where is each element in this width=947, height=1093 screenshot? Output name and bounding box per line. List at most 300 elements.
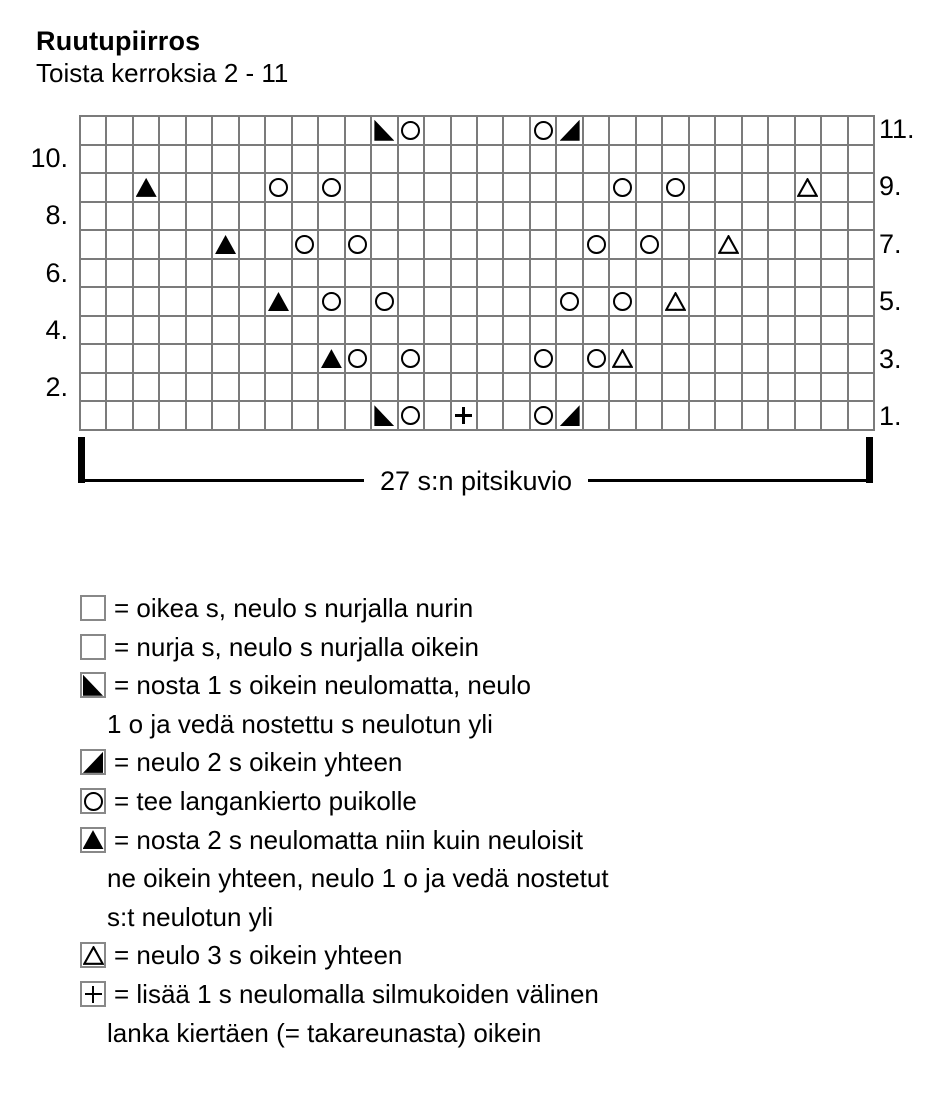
chart-cell	[187, 317, 211, 344]
chart-cell	[372, 317, 396, 344]
chart-cell	[610, 231, 634, 258]
chart-cell	[213, 117, 237, 144]
chart-cell	[107, 288, 131, 315]
chart-cell	[240, 317, 264, 344]
chart-cell	[822, 203, 846, 230]
legend-symbol-box-knit-3-together	[80, 942, 106, 968]
chart-cell	[822, 231, 846, 258]
row-number-9: 9.	[879, 171, 902, 201]
chart-cell	[346, 231, 370, 258]
chart-cell	[769, 288, 793, 315]
chart-cell	[346, 345, 370, 372]
chart-cell	[187, 231, 211, 258]
chart-cell	[399, 174, 423, 201]
chart-cell	[637, 374, 661, 401]
chart-cell	[663, 374, 687, 401]
yarn-over-icon	[375, 292, 394, 311]
chart-cell	[160, 146, 184, 173]
chart-cell	[716, 203, 740, 230]
chart-cell	[584, 146, 608, 173]
make-1-increase-icon	[455, 407, 472, 424]
legend-symbol-box-slip-knit-psso	[80, 672, 106, 698]
chart-cell	[478, 288, 502, 315]
chart-cell	[399, 374, 423, 401]
chart-cell	[134, 374, 158, 401]
chart-cell	[716, 174, 740, 201]
chart-cell	[796, 231, 820, 258]
chart-cell	[81, 146, 105, 173]
yarn-over-icon	[401, 121, 420, 140]
chart-cell	[557, 117, 581, 144]
knit-3-together-icon	[83, 946, 104, 965]
chart-cell	[822, 345, 846, 372]
chart-cell	[187, 288, 211, 315]
chart-cell	[266, 260, 290, 287]
chart-cell	[452, 146, 476, 173]
chart-cell	[796, 203, 820, 230]
chart-cell	[134, 260, 158, 287]
chart-cell	[187, 146, 211, 173]
chart-cell	[266, 203, 290, 230]
bracket-label	[79, 466, 873, 497]
chart-cell	[822, 402, 846, 429]
chart-cell	[690, 117, 714, 144]
chart-cell	[266, 117, 290, 144]
chart-cell	[743, 345, 767, 372]
chart-cell	[716, 260, 740, 287]
chart-cell	[425, 402, 449, 429]
chart-cell	[452, 345, 476, 372]
chart-cell	[822, 288, 846, 315]
chart-cell	[663, 345, 687, 372]
chart-cell	[425, 260, 449, 287]
chart-cell	[240, 146, 264, 173]
legend-symbol-box-make-1-increase	[80, 981, 106, 1007]
chart-cell	[663, 260, 687, 287]
chart-cell	[319, 174, 343, 201]
yarn-over-icon	[269, 178, 288, 197]
chart-cell	[452, 317, 476, 344]
chart-cell	[796, 345, 820, 372]
chart-cell	[319, 117, 343, 144]
chart-cell	[584, 174, 608, 201]
chart-cell	[399, 146, 423, 173]
chart-cell	[610, 117, 634, 144]
chart-cell	[743, 231, 767, 258]
chart-cell	[478, 174, 502, 201]
slip-knit-psso-icon	[374, 405, 394, 426]
yarn-over-icon	[587, 349, 606, 368]
yarn-over-icon	[587, 235, 606, 254]
chart-cell	[663, 203, 687, 230]
chart-cell	[822, 317, 846, 344]
chart-cell	[425, 174, 449, 201]
chart-cell	[81, 117, 105, 144]
chart-cell	[504, 345, 528, 372]
knit-2-together-icon	[83, 752, 103, 773]
chart-cell	[743, 146, 767, 173]
chart-cell	[663, 317, 687, 344]
chart-cell	[557, 146, 581, 173]
chart-cell	[743, 317, 767, 344]
knit-3-together-icon	[612, 349, 633, 368]
chart-cell	[743, 174, 767, 201]
chart-cell	[266, 231, 290, 258]
chart-cell	[531, 146, 555, 173]
row-number-7: 7.	[879, 229, 902, 259]
chart-cell	[452, 288, 476, 315]
chart-cell	[849, 174, 873, 201]
chart-cell	[504, 117, 528, 144]
chart-cell	[160, 203, 184, 230]
row-number-1: 1.	[879, 401, 902, 431]
chart-cell	[690, 288, 714, 315]
chart-cell	[399, 203, 423, 230]
knit-2-together-icon	[560, 120, 580, 141]
chart-cell	[584, 345, 608, 372]
chart-cell	[663, 146, 687, 173]
chart-cell	[107, 260, 131, 287]
chart-cell	[504, 288, 528, 315]
chart-cell	[293, 117, 317, 144]
chart-cell	[425, 317, 449, 344]
chart-cell	[319, 146, 343, 173]
chart-cell	[134, 402, 158, 429]
chart-cell	[557, 203, 581, 230]
chart-cell	[346, 203, 370, 230]
chart-cell	[637, 146, 661, 173]
legend-text-line: = tee langankierto puikolle	[114, 786, 417, 816]
yarn-over-icon	[348, 349, 367, 368]
chart-cell	[372, 117, 396, 144]
chart-cell	[293, 146, 317, 173]
chart-cell	[81, 374, 105, 401]
chart-cell	[663, 231, 687, 258]
yarn-over-icon	[322, 292, 341, 311]
yarn-over-icon	[401, 406, 420, 425]
chart-cell	[796, 117, 820, 144]
chart-cell	[690, 174, 714, 201]
chart-cell	[160, 288, 184, 315]
central-double-decrease-icon	[136, 178, 157, 197]
chart-cell	[637, 345, 661, 372]
chart-cell	[478, 345, 502, 372]
chart-cell	[107, 146, 131, 173]
chart-cell	[478, 374, 502, 401]
central-double-decrease-icon	[215, 235, 236, 254]
chart-cell	[637, 231, 661, 258]
chart-cell	[690, 317, 714, 344]
yarn-over-icon	[560, 292, 579, 311]
chart-cell	[584, 402, 608, 429]
chart-cell	[557, 260, 581, 287]
chart-cell	[372, 288, 396, 315]
chart-cell	[346, 402, 370, 429]
chart-cell	[266, 402, 290, 429]
chart-cell	[213, 231, 237, 258]
yarn-over-icon	[534, 349, 553, 368]
chart-cell	[372, 174, 396, 201]
chart-cell	[134, 174, 158, 201]
chart-cell	[425, 345, 449, 372]
chart-cell	[399, 231, 423, 258]
chart-cell	[240, 174, 264, 201]
chart-cell	[769, 174, 793, 201]
knit-3-together-icon	[665, 292, 686, 311]
row-number-6: 6.	[45, 258, 68, 288]
chart-cell	[796, 374, 820, 401]
chart-cell	[769, 203, 793, 230]
chart-cell	[240, 374, 264, 401]
chart-cell	[822, 260, 846, 287]
chart-cell	[716, 231, 740, 258]
chart-cell	[452, 203, 476, 230]
chart-cell	[160, 374, 184, 401]
chart-cell	[478, 117, 502, 144]
chart-cell	[504, 317, 528, 344]
chart-cell	[266, 174, 290, 201]
chart-cell	[293, 402, 317, 429]
chart-cell	[796, 174, 820, 201]
chart-cell	[213, 345, 237, 372]
slip-knit-psso-icon	[374, 120, 394, 141]
chart-cell	[346, 174, 370, 201]
chart-cell	[213, 203, 237, 230]
chart-cell	[187, 174, 211, 201]
chart-cell	[531, 117, 555, 144]
legend-text-line: = neulo 3 s oikein yhteen	[114, 940, 403, 971]
chart-cell	[716, 402, 740, 429]
make-1-increase-icon	[85, 986, 102, 1003]
chart-cell	[134, 146, 158, 173]
chart-cell	[478, 260, 502, 287]
yarn-over-icon	[534, 121, 553, 140]
chart-cell	[425, 231, 449, 258]
chart-cell	[81, 203, 105, 230]
chart-cell	[399, 345, 423, 372]
yarn-over-icon	[348, 235, 367, 254]
chart-cell	[399, 402, 423, 429]
chart-cell	[187, 374, 211, 401]
chart-cell	[293, 317, 317, 344]
chart-cell	[478, 317, 502, 344]
chart-cell	[531, 317, 555, 344]
chart-cell	[531, 260, 555, 287]
chart-cell	[134, 231, 158, 258]
chart-cell	[213, 288, 237, 315]
chart-cell	[425, 374, 449, 401]
chart-cell	[107, 402, 131, 429]
chart-cell	[107, 117, 131, 144]
chart-cell	[610, 260, 634, 287]
chart-cell	[293, 374, 317, 401]
chart-cell	[796, 146, 820, 173]
chart-cell	[293, 288, 317, 315]
chart-cell	[372, 260, 396, 287]
chart-cell	[504, 260, 528, 287]
chart-cell	[478, 402, 502, 429]
chart-cell	[690, 146, 714, 173]
chart-cell	[213, 374, 237, 401]
chart-cell	[743, 260, 767, 287]
chart-cell	[557, 174, 581, 201]
chart-cell	[134, 345, 158, 372]
chart-cell	[849, 203, 873, 230]
central-double-decrease-icon	[268, 292, 289, 311]
chart-cell	[849, 345, 873, 372]
page-title: Ruutupiirros	[36, 26, 201, 56]
yarn-over-icon	[84, 792, 103, 811]
knit-2-together-icon	[560, 405, 580, 426]
chart-cell	[504, 231, 528, 258]
chart-cell	[584, 231, 608, 258]
chart-cell	[266, 317, 290, 344]
chart-cell	[504, 174, 528, 201]
chart-cell	[504, 203, 528, 230]
chart-cell	[557, 231, 581, 258]
chart-cell	[796, 317, 820, 344]
chart-cell	[346, 288, 370, 315]
chart-cell	[716, 317, 740, 344]
chart-cell	[107, 374, 131, 401]
chart-cell	[452, 117, 476, 144]
chart-cell	[160, 174, 184, 201]
chart-cell	[849, 231, 873, 258]
chart-cell	[452, 260, 476, 287]
chart-cell	[187, 203, 211, 230]
chart-cell	[187, 345, 211, 372]
chart-cell	[425, 117, 449, 144]
chart-cell	[584, 374, 608, 401]
chart-cell	[849, 374, 873, 401]
chart-cell	[213, 260, 237, 287]
chart-cell	[690, 374, 714, 401]
chart-cell	[743, 117, 767, 144]
chart-cell	[637, 174, 661, 201]
chart-cell	[796, 288, 820, 315]
chart-cell	[663, 288, 687, 315]
chart-cell	[372, 402, 396, 429]
chart-cell	[637, 203, 661, 230]
chart-cell	[796, 402, 820, 429]
yarn-over-icon	[613, 292, 632, 311]
legend-text-line: = lisää 1 s neulomalla silmukoiden välinen	[114, 979, 599, 1009]
chart-cell	[107, 345, 131, 372]
chart-cell	[160, 317, 184, 344]
chart-cell	[849, 146, 873, 173]
chart-cell	[690, 402, 714, 429]
chart-cell	[319, 402, 343, 429]
yarn-over-icon	[666, 178, 685, 197]
chart-cell	[637, 317, 661, 344]
chart-cell	[346, 317, 370, 344]
chart-cell	[637, 260, 661, 287]
chart-cell	[584, 288, 608, 315]
chart-cell	[266, 288, 290, 315]
chart-cell	[346, 117, 370, 144]
chart-cell	[240, 402, 264, 429]
chart-cell	[399, 117, 423, 144]
legend-text-line: = oikea s, neulo s nurjalla nurin	[114, 593, 474, 623]
page-subtitle: Toista kerroksia 2 - 11	[36, 58, 289, 88]
legend-text-line: = nosta 1 s oikein neulomatta, neulo	[114, 670, 532, 701]
chart-cell	[478, 203, 502, 230]
chart-cell	[425, 203, 449, 230]
chart-cell	[531, 402, 555, 429]
chart-cell	[293, 203, 317, 230]
chart-cell	[663, 402, 687, 429]
chart-cell	[346, 374, 370, 401]
chart-cell	[769, 231, 793, 258]
chart-cell	[266, 345, 290, 372]
legend-symbol-box-knit-2-together	[80, 749, 106, 775]
row-number-4: 4.	[45, 315, 68, 345]
chart-cell	[769, 117, 793, 144]
legend-symbol-box-knit-stitch	[80, 595, 106, 621]
chart-cell	[822, 117, 846, 144]
chart-cell	[584, 117, 608, 144]
chart-cell	[663, 174, 687, 201]
row-number-8: 8.	[45, 200, 68, 230]
chart-cell	[266, 374, 290, 401]
legend-text-line: 1 o ja vedä nostettu s neulotun yli	[107, 708, 493, 739]
chart-cell	[849, 117, 873, 144]
chart-cell	[319, 374, 343, 401]
chart-cell	[399, 317, 423, 344]
chart-cell	[134, 117, 158, 144]
legend-symbol-box-central-double-decrease	[80, 827, 106, 853]
chart-cell	[81, 402, 105, 429]
chart-cell	[849, 317, 873, 344]
legend-text-line: = neulo 2 s oikein yhteen	[114, 747, 403, 778]
chart-cell	[637, 402, 661, 429]
chart-cell	[531, 345, 555, 372]
chart-cell	[213, 146, 237, 173]
chart-cell	[504, 146, 528, 173]
legend-text-line: = nosta 2 s neulomatta niin kuin neuloisit	[114, 824, 584, 855]
chart-cell	[716, 117, 740, 144]
knitting-chart-grid	[79, 115, 875, 431]
chart-cell	[849, 260, 873, 287]
chart-cell	[240, 231, 264, 258]
chart-cell	[663, 117, 687, 144]
chart-cell	[796, 260, 820, 287]
chart-cell	[504, 402, 528, 429]
chart-cell	[531, 288, 555, 315]
chart-cell	[822, 146, 846, 173]
yarn-over-icon	[401, 349, 420, 368]
row-number-5: 5.	[879, 286, 902, 316]
chart-cell	[531, 174, 555, 201]
chart-cell	[293, 260, 317, 287]
chart-cell	[584, 260, 608, 287]
legend-symbol-box-yarn-over	[80, 788, 106, 814]
chart-cell	[293, 345, 317, 372]
knit-3-together-icon	[797, 178, 818, 197]
chart-cell	[610, 402, 634, 429]
legend-text-line: lanka kiertäen (= takareunasta) oikein	[107, 1017, 542, 1048]
chart-cell	[452, 231, 476, 258]
chart-cell	[213, 402, 237, 429]
chart-cell	[240, 117, 264, 144]
chart-cell	[425, 288, 449, 315]
row-number-3: 3.	[879, 344, 902, 374]
chart-cell	[81, 345, 105, 372]
chart-cell	[134, 317, 158, 344]
chart-cell	[584, 203, 608, 230]
knit-3-together-icon	[718, 235, 739, 254]
chart-cell	[849, 288, 873, 315]
